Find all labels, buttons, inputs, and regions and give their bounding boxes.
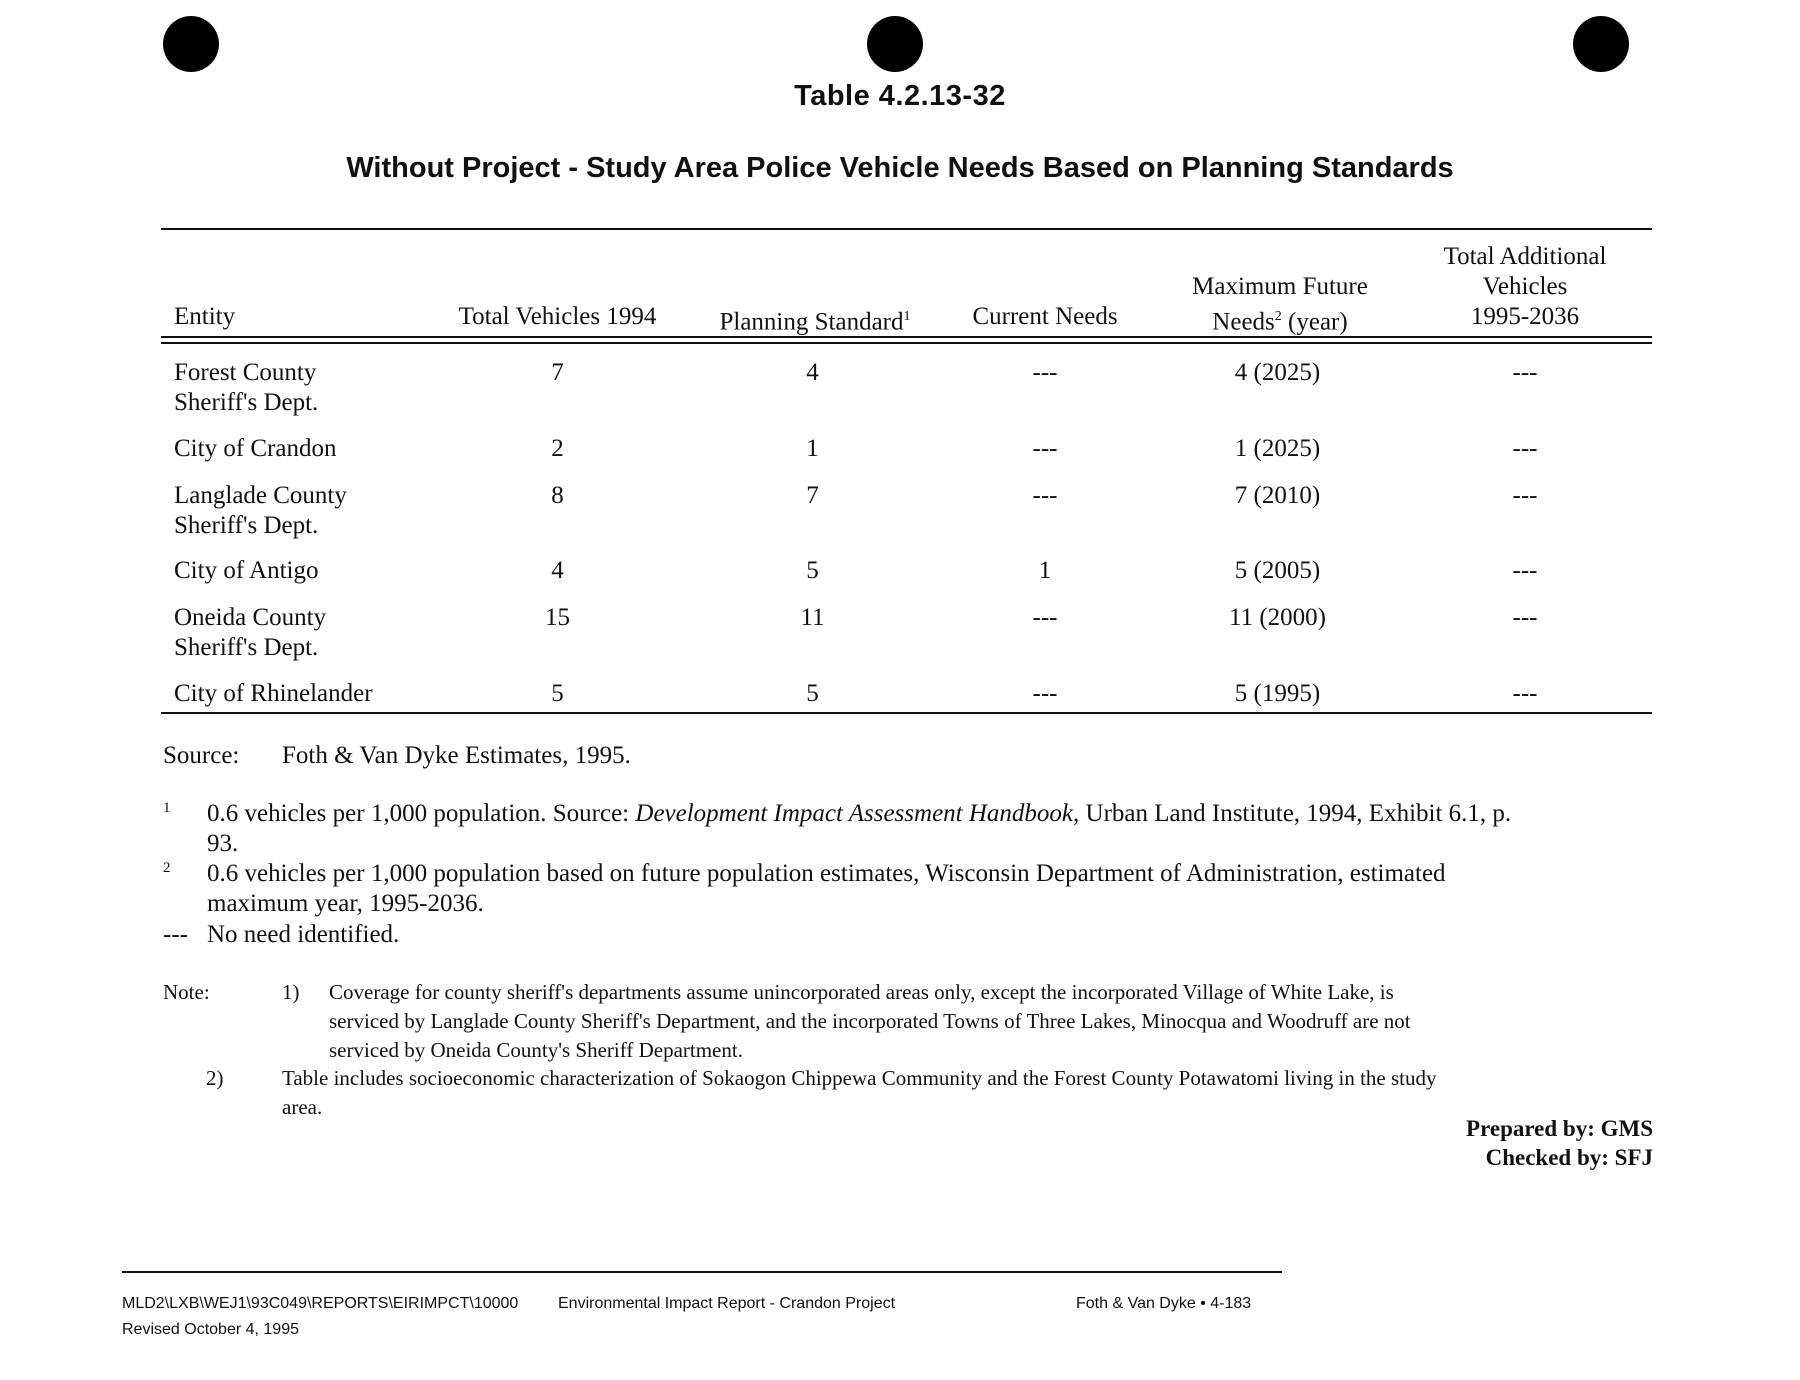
cell-entity: Langlade County Sheriff's Dept. [174,482,347,539]
footnote-1: 0.6 vehicles per 1,000 population. Source: Development Impact Assessment Handbook, Urban Land Institute, 1994, Exhibit 6.1, p. 93. [207,800,1512,857]
footer-rule [122,1271,1282,1273]
note-label: Note: [163,980,210,1004]
cell-max-future-needs: 5 (1995) [1234,680,1321,707]
cell-total-vehicles: 15 [545,604,570,631]
table-bottom-rule [161,712,1652,714]
cell-total-vehicles: 8 [551,482,564,509]
cell-total-additional: --- [1512,680,1538,707]
cell-current-needs: --- [1032,435,1058,462]
col-header-total-additional-line3: 1995-2036 [1470,303,1580,330]
cell-max-future-needs: 5 (2005) [1234,557,1321,584]
cell-planning-standard: 11 [800,604,825,631]
cell-total-vehicles: 4 [551,557,564,584]
col-header-max-future-line1: Maximum Future [1192,273,1368,300]
col-header-current-needs: Current Needs [972,303,1118,330]
note-2: Table includes socioeconomic characterization of Sokaogon Chippewa Community and the Forest County Potawatomi living in the study area. [282,1066,1437,1119]
cell-total-additional: --- [1512,359,1538,386]
prepared-by: Prepared by: GMS [1466,1116,1653,1141]
cell-planning-standard: 7 [806,482,819,509]
punch-hole-left [163,16,219,72]
cell-max-future-needs: 1 (2025) [1234,435,1321,462]
cell-current-needs: --- [1032,482,1058,509]
cell-current-needs: 1 [1038,557,1052,584]
cell-total-vehicles: 7 [551,359,564,386]
footnote-2-marker: 2 [163,860,171,876]
cell-entity: City of Crandon [174,435,337,462]
cell-max-future-needs: 4 (2025) [1234,359,1321,386]
col-header-total-additional-line1: Total Additional [1443,243,1607,270]
cell-total-additional: --- [1512,482,1538,509]
table-top-rule [161,228,1652,230]
col-header-max-future-needs [1160,272,1400,337]
col-header-planning-standard: Planning Standard$^1$ [719,308,911,336]
footnote-1-marker: 1 [163,800,171,816]
footer-revised: Revised October 4, 1995 [122,1321,299,1338]
cell-total-vehicles: 5 [551,680,564,707]
footer-report: Environmental Impact Report - Crandon Project [558,1295,896,1312]
note-2-marker: 2) [206,1066,224,1090]
cell-total-vehicles: 2 [551,435,564,462]
cell-entity: City of Rhinelander [174,680,373,707]
cell-total-additional: --- [1512,604,1538,631]
cell-total-additional: --- [1512,435,1538,462]
source-text: Foth & Van Dyke Estimates, 1995. [282,742,631,769]
footnote-3: No need identified. [207,921,400,948]
col-header-entity: Entity [174,303,236,330]
cell-entity: City of Antigo [174,557,319,584]
punch-hole-right [1573,16,1629,72]
cell-max-future-needs: 11 (2000) [1229,604,1326,631]
note-1: Coverage for county sheriff's departments assume unincorporated areas only, except the incorporated Village of White Lake, is serviced by Langlade County Sheriff's Department, and the incorporated Towns of Three Lakes, Minocqua and Woodruff are not serviced by Oneida County's Sheriff Department. [329,980,1411,1062]
cell-entity: Oneida County Sheriff's Dept. [174,604,327,661]
footer-path: MLD2\LXB\WEJ1\93C049\REPORTS\EIRIMPCT\10000 [122,1295,519,1312]
source-label: Source: [163,742,240,769]
col-header-max-future-line2: Needs$^2$ (year) [1212,308,1348,336]
footer-page: Foth & Van Dyke • 4-183 [1076,1295,1252,1312]
table-header-double-rule [161,336,1652,344]
cell-current-needs: --- [1032,604,1058,631]
cell-planning-standard: 5 [806,557,819,584]
col-header-total-additional [1400,242,1650,332]
table-number: Table 4.2.13-32 [794,80,1006,112]
cell-current-needs: --- [1032,359,1058,386]
cell-total-additional: --- [1512,557,1538,584]
cell-entity: Forest County Sheriff's Dept. [174,359,319,416]
cell-planning-standard: 1 [806,435,819,462]
table-title: Without Project - Study Area Police Vehicle Needs Based on Planning Standards [346,152,1454,184]
col-header-total-vehicles: Total Vehicles 1994 [458,303,657,330]
punch-hole-center [867,16,923,72]
note-1-marker: 1) [282,980,300,1004]
cell-current-needs: --- [1032,680,1058,707]
cell-planning-standard: 4 [806,359,819,386]
checked-by: Checked by: SFJ [1485,1145,1653,1170]
cell-max-future-needs: 7 (2010) [1234,482,1321,509]
cell-planning-standard: 5 [806,680,819,707]
footnote-2: 0.6 vehicles per 1,000 population based on future population estimates, Wisconsin Department of Administration, estimated maximum year, 1995-2036. [207,860,1446,917]
footnote-3-marker: --- [163,921,188,948]
col-header-total-additional-line2: Vehicles [1482,273,1568,300]
